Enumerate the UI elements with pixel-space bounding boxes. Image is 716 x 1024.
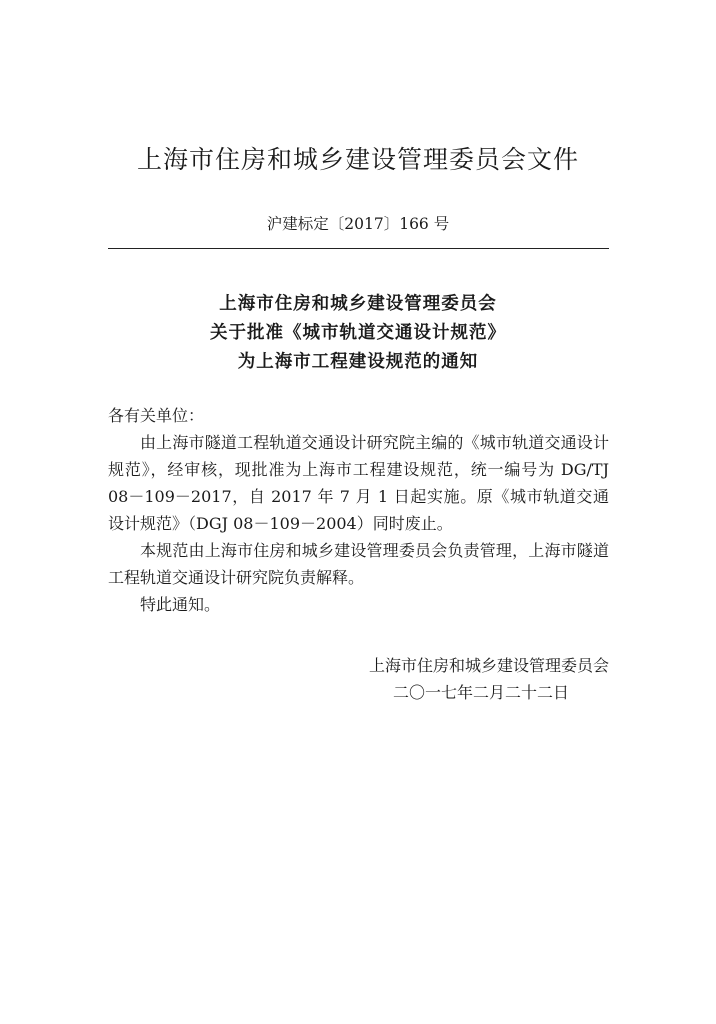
notice-title-line-1: 上海市住房和城乡建设管理委员会 <box>219 294 497 314</box>
salutation: 各有关单位： <box>108 406 205 425</box>
closing-line: 特此通知。 <box>140 595 221 614</box>
notice-title <box>0 290 716 377</box>
issuer-name: 上海市住房和城乡建设管理委员会 <box>368 656 609 675</box>
document-header-title: 上海市住房和城乡建设管理委员会文件 <box>136 145 579 174</box>
issue-date: 二〇一七年二月二十二日 <box>392 683 569 702</box>
body-paragraph-1: 由上海市隧道工程轨道交通设计研究院主编的《城市轨道交通设计规范》，经审核，现批准为上海市工程建设规范，统一编号为 DG/TJ 08－109－2017，自 2017 年 7 月 1 日起实施。原《城市轨道交通设计规范》（DGJ 08－109－2004）同时废止。 <box>108 433 609 533</box>
header-divider <box>108 248 609 249</box>
body-paragraph-2: 本规范由上海市住房和城乡建设管理委员会负责管理，上海市隧道工程轨道交通设计研究院负责解释。 <box>108 541 609 587</box>
document-number: 沪建标定〔2017〕166 号 <box>266 215 450 233</box>
notice-body <box>108 402 609 618</box>
signature-block <box>369 652 609 706</box>
notice-title-line-3: 为上海市工程建设规范的通知 <box>237 352 479 372</box>
notice-title-line-2: 关于批准《城市轨道交通设计规范》 <box>210 323 506 343</box>
